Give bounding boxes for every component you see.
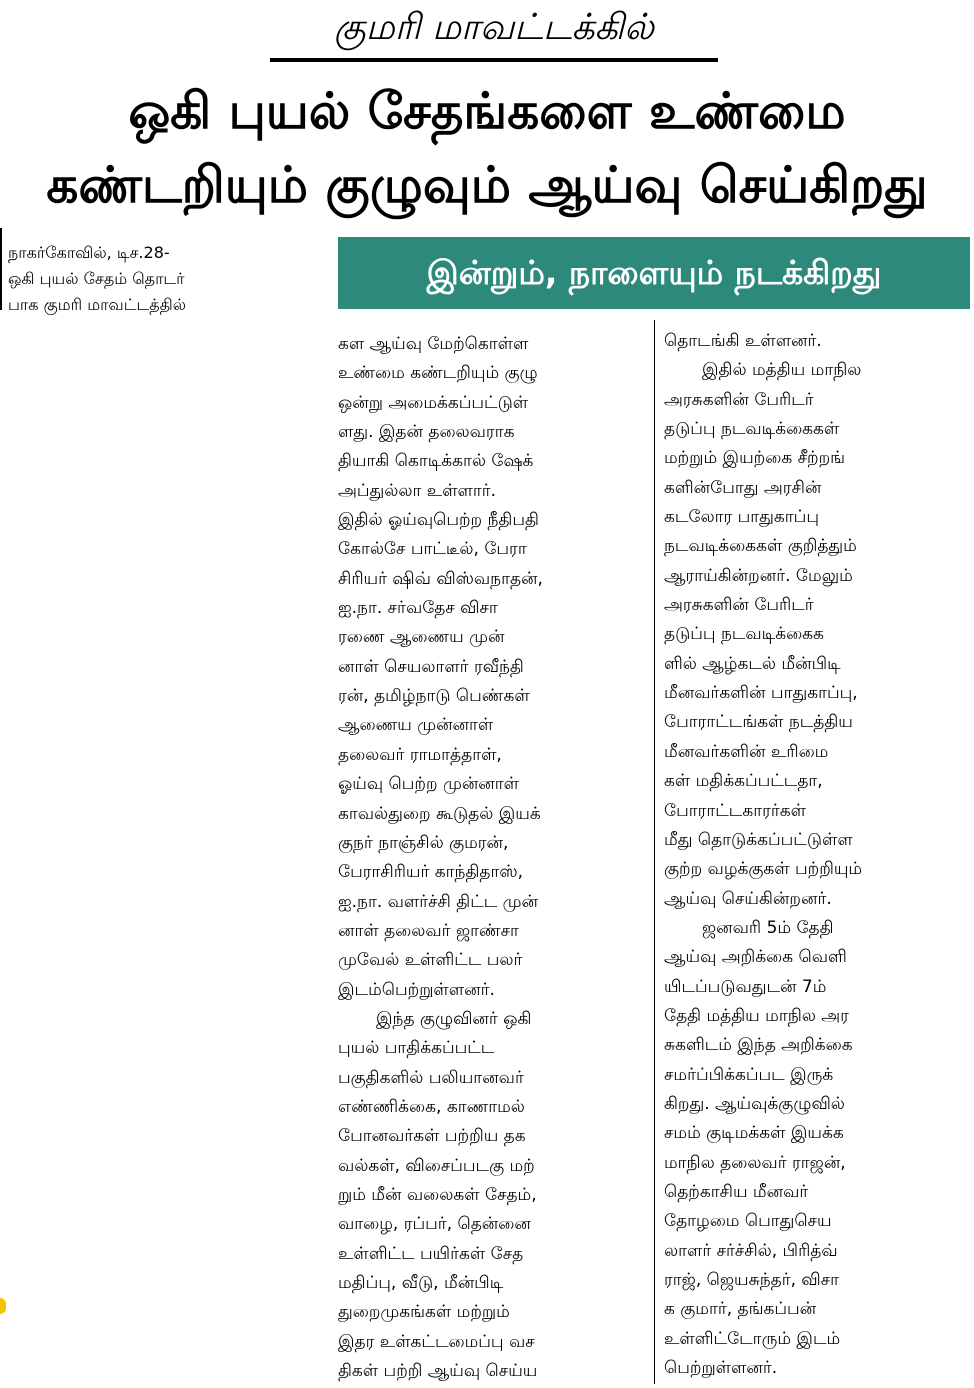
text-line: ஐ.நா. வளர்ச்சி திட்ட முன் (338, 891, 539, 912)
text-line: ளது. இதன் தலைவராக (338, 422, 515, 443)
article-column-2 (664, 327, 970, 1384)
text-line: குநர் நாஞ்சில் குமரன், (338, 832, 509, 853)
text-line: போராட்டங்கள் நடத்திய (664, 712, 853, 733)
text-line: ஆய்வு செய்கின்றனர். (664, 888, 832, 909)
text-line: நடவடிக்கைகள் குறித்தும் (664, 536, 857, 557)
text-line: மீனவர்களின் பாதுகாப்பு, (664, 683, 858, 704)
text-line: பகுதிகளில் பலியானவர் (338, 1067, 524, 1088)
text-line: உள்ளிட்டோரும் இடம் (664, 1328, 841, 1349)
text-line: தேதி மத்திய மாநில அர (664, 1005, 849, 1026)
text-line: கள ஆய்வு மேற்கொள்ள (338, 334, 529, 354)
text-line: சுகளிடம் இந்த அறிக்கை (664, 1035, 853, 1056)
side-rule (0, 228, 2, 310)
text-line: கோல்சே பாட்டீல், பேரா (338, 539, 527, 560)
dateline-line: நாகர்கோவில், டிச.28- (8, 243, 170, 262)
dateline (8, 240, 326, 318)
text-line: தோழமை பொதுசெய (664, 1211, 832, 1232)
text-line: தொடங்கி உள்ளனர். (664, 331, 822, 351)
text-line: ராஜ், ஜெயசுந்தர், விசா (664, 1270, 840, 1290)
text-line: அப்துல்லா உள்ளார். (338, 480, 497, 501)
text-line: தெற்காசிய மீனவர் (664, 1181, 809, 1202)
text-line: இடம்பெற்றுள்ளனர். (338, 979, 495, 1000)
text-line: வல்கள், விசைப்படகு மற் (338, 1155, 535, 1176)
text-line: றும் மீன் வலைகள் சேதம், (338, 1184, 537, 1205)
text-line: மீனவர்களின் உரிமை (664, 741, 829, 762)
text-line: சிரியர் ஷிவ் விஸ்வநாதன், (338, 568, 543, 589)
text-line: னாள் தலைவர் ஜாண்சா (338, 920, 519, 941)
text-line: ளில் ஆழ்கடல் மீன்பிடி (664, 653, 841, 674)
text-line: சமர்ப்பிக்கப்பட இருக் (664, 1064, 834, 1085)
text-line: இதில் மத்திய மாநில (702, 360, 862, 381)
page-edge-mark (0, 1298, 6, 1314)
text-line: ரணை ஆணைய முன் (338, 627, 505, 648)
text-line: முவேல் உள்ளிட்ட பலர் (338, 950, 523, 971)
subheading-banner: இன்றும், நாளையும் நடக்கிறது (338, 237, 970, 309)
text-line: பெற்றுள்ளனர். (664, 1358, 778, 1379)
text-line: அரசுகளின் பேரிடர் (664, 595, 814, 616)
text-line: சமம் குடிமக்கள் இயக்க (664, 1123, 844, 1144)
text-line: ஐ.நா. சர்வதேச விசா (338, 598, 498, 619)
text-line: குற்ற வழக்குகள் பற்றியும் (664, 859, 863, 880)
text-line: மதிப்பு, வீடு, மீன்பிடி (338, 1273, 504, 1293)
text-line: காவல்துறை கூடுதல் இயக் (338, 803, 541, 824)
headline-line: கண்டறியும் குழுவும் ஆய்வு செய்கிறது (46, 156, 928, 214)
headline-line: ஒகி புயல் சேதங்களை உண்மை (128, 82, 846, 140)
text-line: கிறது. ஆய்வுக்குழுவில் (664, 1093, 845, 1114)
text-line: க குமார், தங்கப்பன் (664, 1299, 817, 1320)
article-column-1 (338, 330, 646, 1384)
text-line: தடுப்பு நடவடிக்கைகள் (664, 419, 840, 440)
text-line: யிடப்படுவதுடன் 7ம் (664, 976, 827, 997)
text-line: ஜனவரி 5ம் தேதி (702, 917, 834, 938)
section-kicker: குமரி மாவட்டக்கில் (270, 4, 718, 62)
text-line: ஆய்வு அறிக்கை வெளி (664, 947, 847, 968)
text-line: புயல் பாதிக்கப்பட்ட (338, 1038, 495, 1059)
text-line: பேராசிரியர் காந்திதாஸ், (338, 862, 524, 883)
text-line: இந்த குழுவினர் ஒகி (376, 1008, 532, 1029)
text-line: தடுப்பு நடவடிக்கைக (664, 624, 824, 645)
text-line: மற்றும் இயற்கை சீற்றங் (664, 448, 846, 469)
text-line: திகள் பற்றி ஆய்வு செய்ய (338, 1361, 538, 1382)
text-line: துறைமுகங்கள் மற்றும் (338, 1302, 510, 1323)
text-line: கள் மதிக்கப்பட்டதா, (664, 771, 823, 792)
text-line: லாளர் சர்ச்சில், பிரித்வ் (664, 1240, 838, 1261)
text-line: மாநில தலைவர் ராஜன், (664, 1152, 846, 1173)
column-divider (654, 320, 655, 1384)
text-line: எண்ணிக்கை, காணாமல் (338, 1096, 525, 1117)
text-line: மீது தொடுக்கப்பட்டுள்ள (664, 829, 853, 850)
text-line: தலைவர் ராமாத்தாள், (338, 744, 502, 765)
text-line: ஓய்வு பெற்ற முன்னாள் (338, 774, 520, 795)
headline (0, 74, 974, 222)
text-line: வாழை, ரப்பர், தென்னை (338, 1214, 531, 1235)
text-line: அரசுகளின் பேரிடர் (664, 389, 814, 410)
text-line: னாள் செயலாளர் ரவீந்தி (338, 656, 524, 677)
text-line: உண்மை கண்டறியும் குழு (338, 363, 538, 384)
text-line: களின்போது அரசின் (664, 477, 822, 498)
text-line: ஒன்று அமைக்கப்பட்டுள் (338, 392, 529, 413)
text-line: இதர உள்கட்டமைப்பு வச (338, 1331, 535, 1352)
text-line: உள்ளிட்ட பயிர்கள் சேத (338, 1243, 524, 1264)
text-line: போராட்டகாரர்கள் (664, 800, 806, 821)
text-line: ஆராய்கின்றனர். மேலும் (664, 565, 853, 586)
text-line: தியாகி கொடிக்கால் ஷேக் (338, 451, 534, 472)
text-line: ரன், தமிழ்நாடு பெண்கள் (338, 686, 530, 707)
text-line: இதில் ஓய்வுபெற்ற நீதிபதி (338, 510, 539, 531)
dateline-line: பாக குமரி மாவட்டத்தில் (8, 295, 187, 314)
text-line: ஆணைய முன்னாள் (338, 715, 494, 736)
text-line: போனவர்கள் பற்றிய தக (338, 1126, 526, 1147)
dateline-line: ஒகி புயல் சேதம் தொடர் (8, 269, 185, 288)
text-line: கடலோர பாதுகாப்பு (664, 507, 819, 528)
